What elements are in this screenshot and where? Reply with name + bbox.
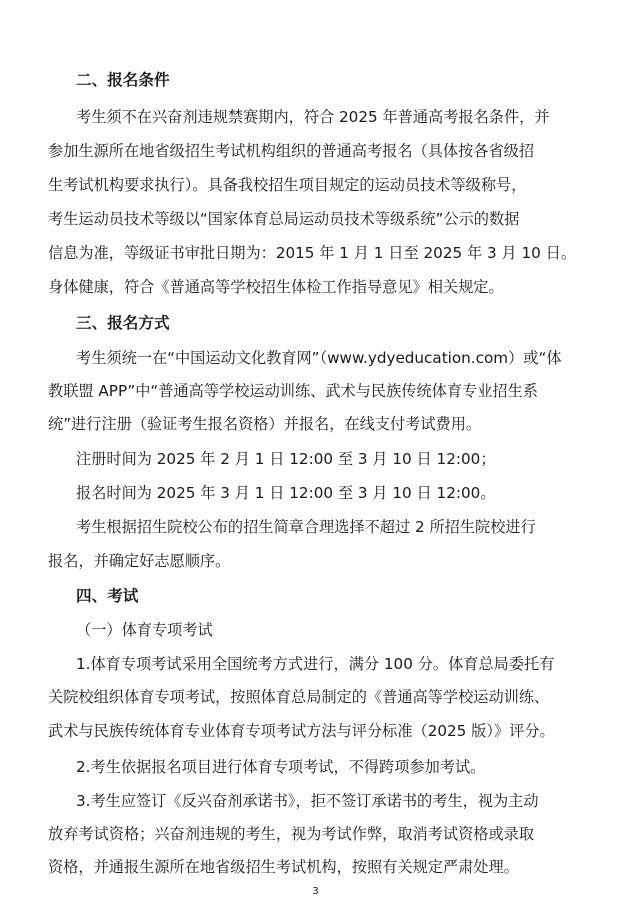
paragraph-line: 武术与民族传统体育专业体育专项考试方法与评分标准（2025 版）》评分。 xyxy=(48,722,555,740)
paragraph-line: 参加生源所在地省级招生考试机构组织的普通高考报名（具体按各省级招 xyxy=(48,142,534,160)
section-heading-registration-conditions: 二、报名条件 xyxy=(76,71,170,89)
paragraph-line: 生考试机构要求执行）。具备我校招生项目规定的运动员技术等级称号， xyxy=(48,176,527,194)
paragraph-line: 放弃考试资格；兴奋剂违规的考生，视为考试作弊，取消考试资格或录取 xyxy=(48,825,534,843)
paragraph-line: 3.考生应签订《反兴奋剂承诺书》，拒不签订承诺书的考生，视为主动 xyxy=(76,792,539,810)
paragraph-line: 教联盟 APP”中“普通高等学校运动训练、武术与民族传统体育专业招生系 xyxy=(48,382,538,400)
paragraph-line: 报名时间为 2025 年 3 月 1 日 12:00 至 3 月 10 日 12:00。 xyxy=(76,484,496,502)
page-number: 3 xyxy=(312,886,319,897)
paragraph-line: 考生运动员技术等级以“国家体育总局运动员技术等级系统”公示的数据 xyxy=(48,210,520,228)
paragraph-line: 注册时间为 2025 年 2 月 1 日 12:00 至 3 月 10 日 12:00； xyxy=(76,450,496,468)
subsection-heading-sports-special-exam: （一）体育专项考试 xyxy=(76,621,213,639)
paragraph-line: 2.考生依据报名项目进行体育专项考试，不得跨项参加考试。 xyxy=(76,758,486,776)
paragraph-line: 报名，并确定好志愿顺序。 xyxy=(48,552,231,570)
paragraph-line: 考生须不在兴奋剂违规禁赛期内，符合 2025 年普通高考报名条件，并 xyxy=(76,108,550,126)
section-heading-examination: 四、考试 xyxy=(76,587,139,605)
paragraph-line: 统”进行注册（验证考生报名资格）并报名，在线支付考试费用。 xyxy=(48,415,482,433)
paragraph-line: 资格，并通报生源所在地省级招生考试机构，按照有关规定严肃处理。 xyxy=(48,858,519,876)
section-heading-registration-method: 三、报名方式 xyxy=(76,314,170,332)
paragraph-line: 1.体育专项考试采用全国统考方式进行，满分 100 分。体育总局委托有 xyxy=(76,655,555,673)
paragraph-line: 身体健康，符合《普通高等学校招生体检工作指导意见》相关规定。 xyxy=(48,278,504,296)
paragraph-line: 考生根据招生院校公布的招生简章合理选择不超过 2 所招生院校进行 xyxy=(76,518,536,536)
paragraph-line: 考生须统一在“中国运动文化教育网”（www.ydyeducation.com）或“体 xyxy=(76,349,562,367)
paragraph-line: 信息为准，等级证书审批日期为：2015 年 1 月 1 日至 2025 年 3 月 10 日。 xyxy=(48,244,577,262)
paragraph-line: 关院校组织体育专项考试，按照体育总局制定的《普通高等学校运动训练、 xyxy=(48,688,550,706)
